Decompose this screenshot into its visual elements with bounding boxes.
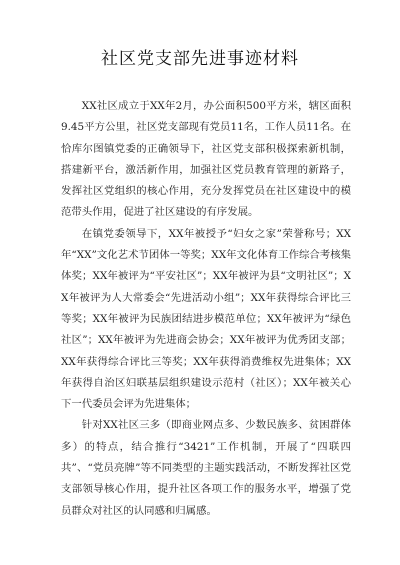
document-title: 社区党支部先进事迹材料 — [101, 49, 299, 69]
paragraph-intro: XX社区成立于XX年2月，办公面积500平方米，辖区面积9.45平方公里，社区党支部现有党员11名，工作人员11名。在恰库尔图镇党委的正确领导下，社区党支部积极探索新机制，搭建新平台，激活新作用，加强社区党员教育管理的新路子，发挥社区党组织的核心作用，充分发挥党员在社区建设中的模范带头作用，促进了社区建设的有序发展。 — [61, 100, 351, 219]
paragraph-honors: 在镇党委领导下，XX年被授予“妇女之家”荣誉称号；XX年“XX”文化艺术节团体一等奖；XX年文化体育工作综合考核集体奖；XX年被评为“平安社区”；XX年被评为县“文明社区”；XX年被评为人大常委会“先进活动小组”；XX年获得综合评比三等奖；XX年被评为民族团结进步模范单位；XX年被评为“绿色社区”；XX年被评为先进商会协会；XX年被评为优秀团支部；XX年获得综合评比三等奖；XX年获得消费维权先进集体；XX年获得自治区妇联基层组织建设示范村（社区）；XX年被关心下一代委员会评为先进集体； — [61, 227, 351, 411]
paragraph-activities: 针对XX社区三多（即商业网点多、少数民族多、贫困群体多）的特点，结合推行“3421”工作机制，开展了“四联四共”、“党员亮牌”等不同类型的主题实践活动，不断发挥社区党支部领导核心作用，提升社区各项工作的服务水平，增强了党员群众对社区的认同感和归属感。 — [61, 419, 351, 517]
document-body — [61, 96, 351, 522]
